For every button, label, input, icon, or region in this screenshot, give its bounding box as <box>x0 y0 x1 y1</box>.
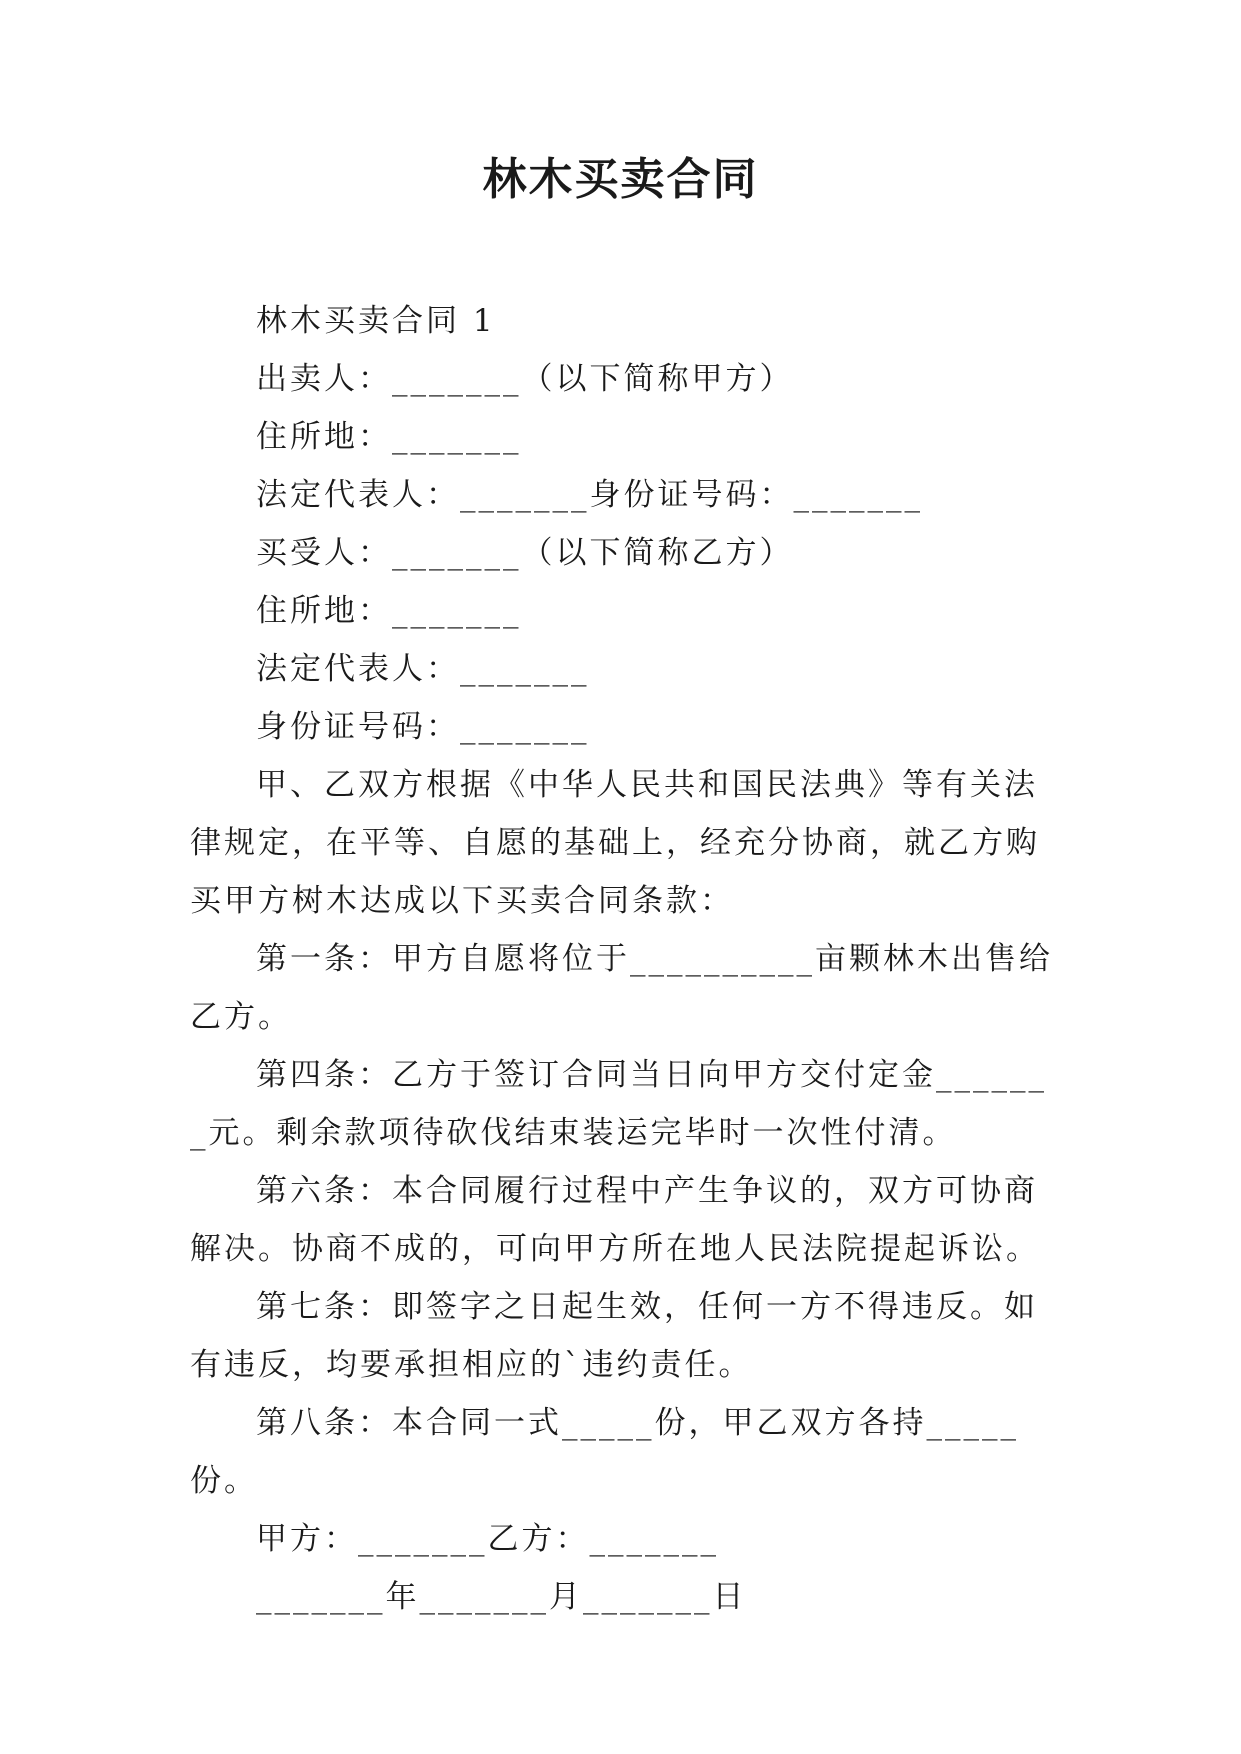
seller-representative-line: 法定代表人：_______身份证号码：_______ <box>256 477 923 513</box>
buyer-address-line: 住所地：_______ <box>256 593 522 629</box>
article-7: 第七条：即签字之日起生效，任何一方不得违反。如有违反，均要承担相应的`违约责任。 <box>190 1289 1038 1383</box>
buyer-representative-line: 法定代表人：_______ <box>256 651 590 687</box>
article-8: 第八条：本合同一式_____份，甲乙双方各持_____份。 <box>190 1405 1019 1499</box>
buyer-id-line: 身份证号码：_______ <box>256 709 590 745</box>
buyer-line: 买受人：_______（以下简称乙方） <box>256 535 794 571</box>
seller-line: 出卖人：_______（以下简称甲方） <box>256 361 794 397</box>
date-line: _______年_______月_______日 <box>256 1579 747 1615</box>
preamble-paragraph: 甲、乙双方根据《中华人民共和国民法典》等有关法律规定，在平等、自愿的基础上，经充分协商，就乙方购买甲方树木达成以下买卖合同条款： <box>190 767 1040 919</box>
document-body <box>190 292 1060 1626</box>
document-title: 林木买卖合同 <box>482 154 759 205</box>
article-4: 第四条：乙方于签订合同当日向甲方交付定金_______元。剩余款项待砍伐结束装运完毕时一次性付清。 <box>190 1057 1047 1151</box>
signature-line: 甲方：_______乙方：_______ <box>256 1521 719 1557</box>
article-1: 第一条：甲方自愿将位于__________亩颗林木出售给乙方。 <box>190 941 1053 1035</box>
contract-subtitle: 林木买卖合同 1 <box>256 303 496 339</box>
seller-address-line: 住所地：_______ <box>256 419 522 455</box>
article-6: 第六条：本合同履行过程中产生争议的，双方可协商解决。协商不成的，可向甲方所在地人民法院提起诉讼。 <box>190 1173 1040 1267</box>
